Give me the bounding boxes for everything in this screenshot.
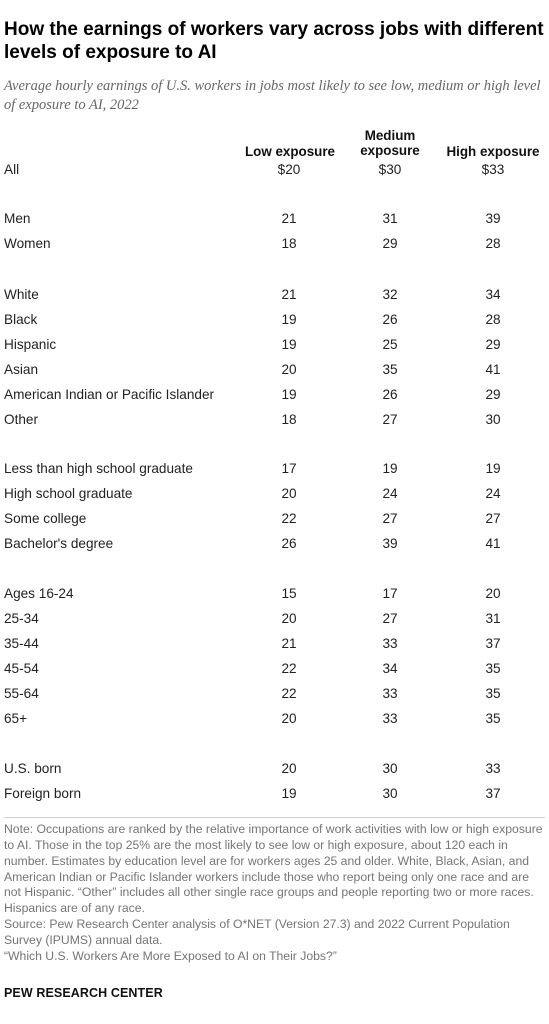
- row-label: All: [4, 162, 20, 177]
- high-exposure-value: 34: [485, 287, 501, 302]
- table-row: [0, 209, 549, 231]
- high-exposure-value: $33: [481, 162, 505, 177]
- medium-exposure-value: 27: [382, 611, 398, 626]
- low-exposure-value: 15: [281, 586, 297, 601]
- low-exposure-value: 20: [281, 711, 297, 726]
- high-exposure-value: 41: [485, 536, 501, 551]
- low-exposure-value: 20: [281, 761, 297, 776]
- low-exposure-value: 18: [281, 412, 297, 427]
- medium-exposure-value: 32: [382, 287, 398, 302]
- table-row: [0, 684, 549, 706]
- low-exposure-value: 20: [281, 362, 297, 377]
- high-exposure-value: 30: [485, 412, 501, 427]
- high-exposure-value: 41: [485, 362, 501, 377]
- table-row: [0, 234, 549, 256]
- low-exposure-value: 19: [281, 786, 297, 801]
- row-label: Hispanic: [4, 337, 57, 352]
- table-row: [0, 410, 549, 432]
- medium-exposure-value: 26: [382, 312, 398, 327]
- row-label: 25-34: [4, 611, 39, 626]
- row-label: 65+: [4, 711, 28, 726]
- medium-exposure-value: 29: [382, 236, 398, 251]
- low-exposure-value: 22: [281, 661, 297, 676]
- low-exposure-value: 19: [281, 337, 297, 352]
- medium-exposure-value: 26: [382, 387, 398, 402]
- high-exposure-value: 35: [485, 711, 501, 726]
- row-label: Less than high school graduate: [4, 461, 193, 476]
- high-exposure-value: 29: [485, 337, 501, 352]
- low-exposure-value: $20: [277, 162, 301, 177]
- high-exposure-value: 39: [485, 211, 501, 226]
- high-exposure-value: 20: [485, 586, 501, 601]
- high-exposure-value: 19: [485, 461, 501, 476]
- table-row: [0, 310, 549, 332]
- low-exposure-value: 20: [281, 611, 297, 626]
- table-row: [0, 659, 549, 681]
- table-row: [0, 634, 549, 656]
- row-label: 55-64: [4, 686, 39, 701]
- table-row: [0, 509, 549, 531]
- low-exposure-value: 22: [281, 511, 297, 526]
- table-row: [0, 335, 549, 357]
- low-exposure-value: 22: [281, 686, 297, 701]
- notes-block: [4, 822, 545, 965]
- high-exposure-value: 37: [485, 786, 501, 801]
- row-label: Women: [4, 236, 51, 251]
- table-row: [0, 784, 549, 806]
- medium-exposure-value: 30: [382, 761, 398, 776]
- low-exposure-value: 21: [281, 287, 297, 302]
- table-row: [0, 484, 549, 506]
- medium-exposure-value: 35: [382, 362, 398, 377]
- low-exposure-value: 26: [281, 536, 297, 551]
- column-header-high-exposure: High exposure: [446, 144, 540, 159]
- row-label: U.S. born: [4, 761, 62, 776]
- medium-exposure-value: 19: [382, 461, 398, 476]
- row-label: 45-54: [4, 661, 39, 676]
- row-label: High school graduate: [4, 486, 133, 501]
- source-text: Source: Pew Research Center analysis of O*NET (Version 27.3) and 2022 Current Population Survey (IPUMS) annual data.: [4, 917, 510, 947]
- row-label: Men: [4, 211, 31, 226]
- medium-exposure-value: 33: [382, 711, 398, 726]
- table-row: [0, 609, 549, 631]
- table-row: [0, 534, 549, 556]
- row-label: 35-44: [4, 636, 39, 651]
- medium-exposure-value: 34: [382, 661, 398, 676]
- low-exposure-value: 21: [281, 636, 297, 651]
- row-label: White: [4, 287, 39, 302]
- table-row: [0, 360, 549, 382]
- table-row: [0, 759, 549, 781]
- low-exposure-value: 19: [281, 387, 297, 402]
- low-exposure-value: 20: [281, 486, 297, 501]
- medium-exposure-value: 33: [382, 686, 398, 701]
- medium-exposure-value: 17: [382, 586, 398, 601]
- column-header-medium-exposure: Medium exposure: [360, 128, 420, 158]
- high-exposure-value: 33: [485, 761, 501, 776]
- row-label: American Indian or Pacific Islander: [4, 387, 215, 402]
- high-exposure-value: 27: [485, 511, 501, 526]
- high-exposure-value: 31: [485, 611, 501, 626]
- low-exposure-value: 18: [281, 236, 297, 251]
- footer-brand: PEW RESEARCH CENTER: [4, 986, 163, 1000]
- high-exposure-value: 35: [485, 661, 501, 676]
- medium-exposure-value: $30: [378, 162, 402, 177]
- high-exposure-value: 37: [485, 636, 501, 651]
- table-row: [0, 160, 549, 182]
- medium-exposure-value: 31: [382, 211, 398, 226]
- table-row: [0, 385, 549, 407]
- row-label: Black: [4, 312, 38, 327]
- medium-exposure-value: 30: [382, 786, 398, 801]
- high-exposure-value: 35: [485, 686, 501, 701]
- table-row: [0, 285, 549, 307]
- low-exposure-value: 19: [281, 312, 297, 327]
- low-exposure-value: 17: [281, 461, 297, 476]
- table-row: [0, 584, 549, 606]
- medium-exposure-value: 27: [382, 511, 398, 526]
- row-label: Asian: [4, 362, 39, 377]
- medium-exposure-value: 24: [382, 486, 398, 501]
- medium-exposure-value: 27: [382, 412, 398, 427]
- notes-divider: [4, 817, 545, 818]
- high-exposure-value: 24: [485, 486, 501, 501]
- high-exposure-value: 28: [485, 236, 501, 251]
- medium-exposure-value: 39: [382, 536, 398, 551]
- medium-exposure-value: 25: [382, 337, 398, 352]
- row-label: Ages 16-24: [4, 586, 74, 601]
- table-row: [0, 459, 549, 481]
- table-row: [0, 709, 549, 731]
- row-label: Other: [4, 412, 38, 427]
- column-header-low-exposure: Low exposure: [244, 144, 336, 159]
- low-exposure-value: 21: [281, 211, 297, 226]
- report-title-text: “Which U.S. Workers Are More Exposed to AI on Their Jobs?”: [4, 948, 337, 963]
- high-exposure-value: 29: [485, 387, 501, 402]
- chart-subtitle: Average hourly earnings of U.S. workers in jobs most likely to see low, medium or high level of exposure to AI, 2022: [4, 78, 541, 113]
- row-label: Foreign born: [4, 786, 82, 801]
- chart-title: How the earnings of workers vary across jobs with different levels of exposure to AI: [4, 19, 544, 63]
- medium-exposure-value: 33: [382, 636, 398, 651]
- high-exposure-value: 28: [485, 312, 501, 327]
- row-label: Some college: [4, 511, 87, 526]
- row-label: Bachelor's degree: [4, 536, 114, 551]
- note-text: Note: Occupations are ranked by the relative importance of work activities with low or high exposure to AI. Those in the top 25% are the most likely to see low or high exposure, about 120 each in number. Estimates by education level are for workers ages 25 and older. White, Black, Asian, and American Indian or Pacific Islander workers include those who report being only one race and are not Hispanic. “Other” includes all other single race groups and people reporting two or more races. Hispanics are of any race.: [4, 822, 543, 916]
